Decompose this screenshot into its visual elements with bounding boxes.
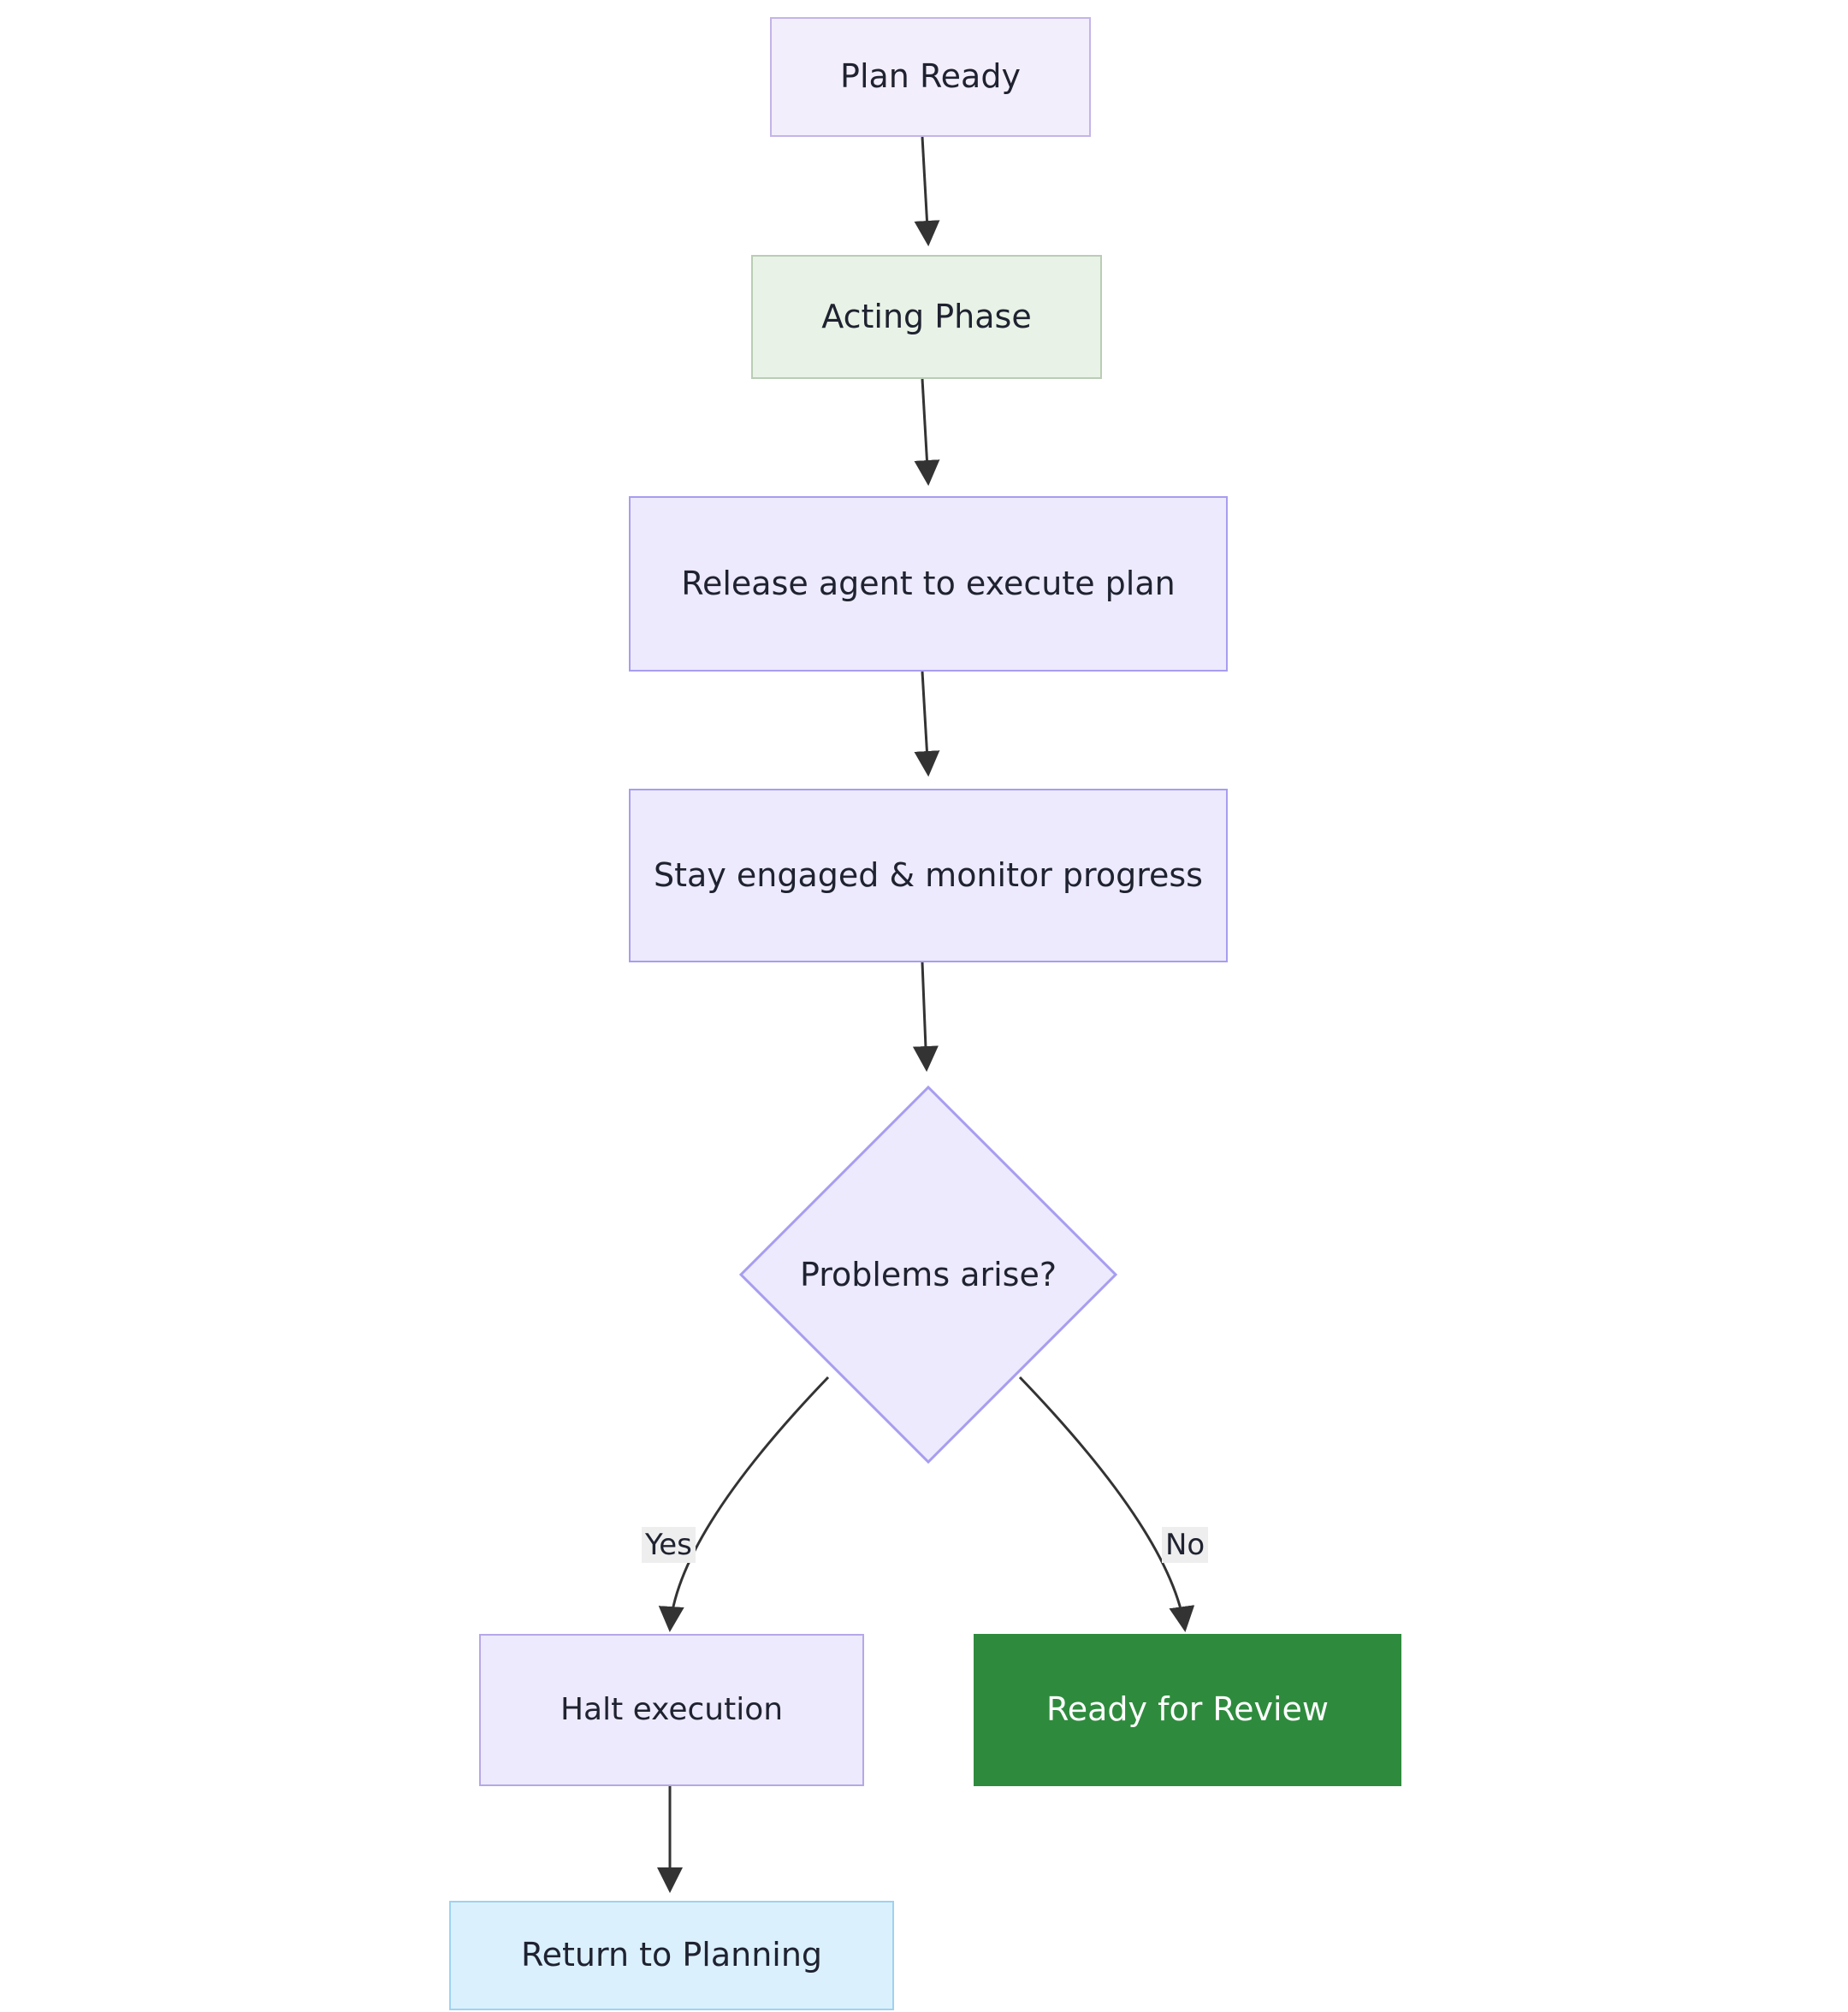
node-release-agent[interactable] <box>629 496 1228 672</box>
node-problems-arise-label: Problems arise? <box>799 1256 1057 1293</box>
node-return-to-planning[interactable] <box>449 1901 894 2010</box>
node-ready-for-review[interactable] <box>974 1634 1401 1786</box>
node-ready-for-review-label: Ready for Review <box>1046 1690 1329 1729</box>
node-return-to-planning-label: Return to Planning <box>520 1936 823 1974</box>
edge-plan-ready-to-acting-phase <box>922 137 928 244</box>
edge-label-no: No <box>1162 1527 1208 1563</box>
node-release-agent-label: Release agent to execute plan <box>681 564 1176 602</box>
node-halt-execution-label: Halt execution <box>560 1691 784 1727</box>
node-problems-arise[interactable] <box>736 1082 1121 1467</box>
edge-release-to-monitor <box>922 672 928 774</box>
node-monitor-progress[interactable] <box>629 789 1228 962</box>
edge-label-yes: Yes <box>642 1527 696 1563</box>
node-halt-execution[interactable] <box>479 1634 864 1786</box>
node-monitor-progress-label: Stay engaged & monitor progress <box>654 855 1203 894</box>
node-acting-phase[interactable] <box>751 255 1102 379</box>
node-plan-ready-label: Plan Ready <box>840 57 1021 96</box>
edge-acting-phase-to-release <box>922 379 928 483</box>
node-acting-phase-label: Acting Phase <box>821 297 1032 335</box>
node-plan-ready[interactable] <box>770 17 1091 137</box>
edge-monitor-to-decision <box>922 962 927 1069</box>
